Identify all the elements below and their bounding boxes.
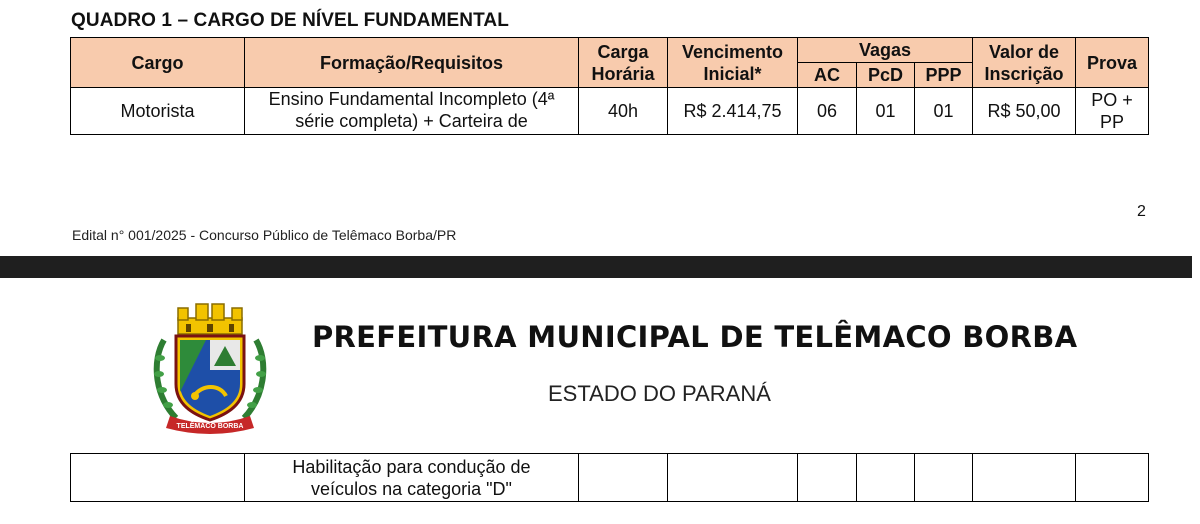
cell-ac: 06: [798, 88, 857, 135]
cell-formacao-continued: [245, 454, 579, 502]
positions-table: [70, 37, 1149, 135]
cell-cargo: Motorista: [71, 88, 245, 135]
page-number: 2: [1137, 203, 1146, 220]
cell-empty: [1076, 454, 1149, 502]
cell-pcd: 01: [857, 88, 915, 135]
cell-formacao-line2: série completa) + Carteira de: [295, 111, 528, 131]
header-cargo: Cargo: [71, 38, 245, 88]
edital-footer: Edital n° 001/2025 - Concurso Público de Telêmaco Borba/PR: [72, 227, 457, 243]
header-formacao: Formação/Requisitos: [245, 38, 579, 88]
cell-prova-line2: PP: [1100, 112, 1125, 132]
header-ac: AC: [798, 63, 857, 88]
header-prova: Prova: [1076, 38, 1149, 88]
cell-formacao-line1: Ensino Fundamental Incompleto (4ª: [268, 89, 555, 109]
cell-valor: R$ 50,00: [973, 88, 1076, 135]
header-vencimento-line1: Vencimento: [681, 41, 784, 62]
table-row: [71, 88, 1149, 135]
cell-empty: [915, 454, 973, 502]
positions-table-continuation: [70, 453, 1149, 502]
estado-subtitle: ESTADO DO PARANÁ: [548, 381, 771, 406]
cell-empty: [857, 454, 915, 502]
cell-prova: [1076, 88, 1149, 135]
cell-empty: [71, 454, 245, 502]
cell-formacao: [245, 88, 579, 135]
cell-formacao-line4: veículos na categoria "D": [311, 478, 512, 499]
header-vencimento-line2: Inicial*: [703, 63, 762, 84]
cell-empty: [973, 454, 1076, 502]
header-valor-line2: Inscrição: [984, 63, 1064, 84]
cell-empty: [798, 454, 857, 502]
cell-carga: 40h: [579, 88, 668, 135]
page-break-band: [0, 256, 1192, 278]
table-row: [71, 454, 1149, 502]
municipal-coat-of-arms-icon: [150, 300, 270, 436]
header-carga-line1: Carga: [597, 41, 649, 62]
header-valor: [973, 38, 1076, 88]
cell-prova-line1: PO +: [1091, 90, 1133, 110]
header-vencimento: [668, 38, 798, 88]
table-title: QUADRO 1 – CARGO DE NÍVEL FUNDAMENTAL: [71, 10, 509, 31]
cell-vencimento: R$ 2.414,75: [668, 88, 798, 135]
header-pcd: PcD: [857, 63, 915, 88]
header-valor-line1: Valor de: [989, 41, 1060, 62]
cell-ppp: 01: [915, 88, 973, 135]
header-vagas: Vagas: [798, 38, 973, 63]
header-carga-line2: Horária: [591, 63, 655, 84]
cell-empty: [668, 454, 798, 502]
header-carga: [579, 38, 668, 88]
cell-formacao-line3: Habilitação para condução de: [292, 456, 531, 477]
crest-banner-text: TELÊMACO BORBA: [176, 423, 244, 430]
cell-empty: [579, 454, 668, 502]
header-ppp: PPP: [915, 63, 973, 88]
prefeitura-title: PREFEITURA MUNICIPAL DE TELÊMACO BORBA: [312, 320, 1078, 354]
